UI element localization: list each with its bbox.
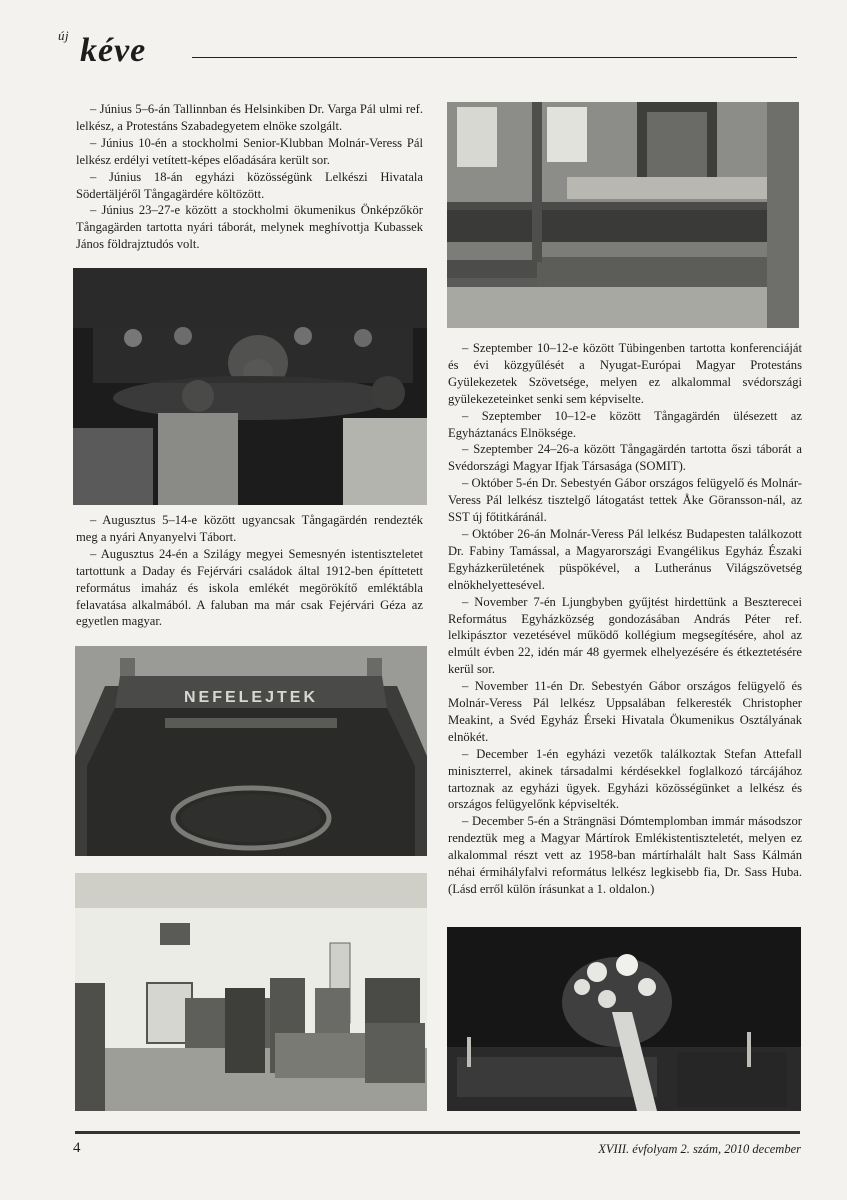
paragraph: – Szeptember 24–26-a között Tångagärdén tartotta őszi táborát a Svédországi Magyar Ifjak Társasága (SOMIT). <box>448 442 802 474</box>
paragraph: – Szeptember 10–12-e között Tübingenben tartotta konferenciáját és évi közgyűlését a Nyugat-Európai Magyar Protestáns Gyülekezetek Szövetsége, melyen ez alkalommal svédországi gyülekezeteinket senki sem képviselte. <box>448 341 802 406</box>
right-column-text <box>448 340 802 898</box>
church-interior-photo <box>447 102 799 328</box>
paragraph: – November 7-én Ljungbyben gyűjtést hirdettünk a Beszterecei Református Egyházközség gondozásában András Péter ref. lelkipásztor vezetésével működő kollégium megsegítésére, ahol az elmúlt évben 22, idén már 48 gyermek elhelyezésére és étkeztetésére kerül sor. <box>448 594 802 677</box>
plaque-text: NEFELEJTEK <box>183 689 319 706</box>
page-number: 4 <box>73 1140 81 1156</box>
paragraph: – Június 5–6-án Tallinnban és Helsinkiben Dr. Varga Pál ulmi ref. lelkész, a Protestáns Szabadegyetem elnöke szolgált. <box>76 102 423 133</box>
brand-prefix: új <box>58 28 70 43</box>
header-rule <box>192 57 797 58</box>
paragraph: – Szeptember 10–12-e között Tångagärdén ülésezett az Egyháztanács Elnöksége. <box>448 408 802 440</box>
footer-rule <box>75 1131 800 1134</box>
paragraph: – Június 23–27-e között a stockholmi ökumenikus Önképzőkör Tångagärden tartotta nyári táborát, melynek meghívottja Kubassek János földrajztudós volt. <box>76 203 423 252</box>
paragraph: – Június 10-én a stockholmi Senior-Klubban Molnár-Veress Pál lelkész erdélyi vetített-képes előadására került sor. <box>76 135 423 167</box>
left-column-middle-text <box>76 512 423 630</box>
memorial-plaque-photo <box>75 646 427 856</box>
campfire-photo <box>73 268 427 505</box>
chapel-interior-photo <box>75 873 427 1111</box>
paragraph: – Augusztus 5–14-e között ugyancsak Tångagärdén rendezték meg a nyári Anyanyelvi Tábort. <box>76 513 423 544</box>
paragraph: – Augusztus 24-én a Szilágy megyei Semesnyén istentiszteletet tartottunk a Daday és Fejérvári családok által 1912-ben építtetett református imaház és iskola emlékét megörökítő emléktábla felavatása alkalmából. A faluban ma már csak Fejérvári Géza az egyetlen magyar. <box>76 546 423 629</box>
issue-info: XVIII. évfolyam 2. szám, 2010 december <box>598 1142 801 1156</box>
paragraph: – November 11-én Dr. Sebestyén Gábor országos felügyelő és Molnár-Veress Pál lelkész Uppsalában felkeresték Christopher Meakint, a Svéd Egyház Érseki Hivatala Ökumenikus Osztályának elnökét. <box>448 679 802 744</box>
brand-name: kéve <box>80 32 147 69</box>
paragraph: – Október 5-én Dr. Sebestyén Gábor országos felügyelő és Molnár-Veress Pál lelkész tisztelgő látogatást tettek Åke Göransson-nál, az SST új főtitkáránál. <box>448 476 802 525</box>
memorial-wreath-photo <box>447 927 801 1111</box>
paragraph: – Június 18-án egyházi közösségünk Lelkészi Hivatala Södertäljéről Tångagärdére költözött. <box>76 169 423 201</box>
paragraph: – Október 26-án Molnár-Veress Pál lelkész Budapesten találkozott Dr. Fabiny Tamással, a Magyarországi Evangélikus Egyház Északi Egyházkerületének püspökével, a Lutheránus Világszövetség elnökhelyettesével. <box>448 526 802 592</box>
paragraph: – December 1-én egyházi vezetők találkoztak Stefan Attefall miniszterrel, akinek társadalmi kérdésekkel foglalkozó tárcájához tartoznak az egyházi ügyek. Egyházi közösségünket a lelkész és országos felügyelőnk képviselték. <box>448 746 802 812</box>
left-column-top-text <box>76 101 423 253</box>
paragraph: – December 5-én a Strängnäsi Dómtemplomban immár másodszor rendeztük meg a Magyar Mártírok Emlékistentiszteletét, melyen ez alkalommal részt vett az 1958-ban mártírhalált halt Sass Kálmán néhai érmihályfalvi református lelkész legkisebb fia, Dr. Sass Huba. (Lásd erről külön írásunkat a 1. oldalon.) <box>448 814 802 896</box>
